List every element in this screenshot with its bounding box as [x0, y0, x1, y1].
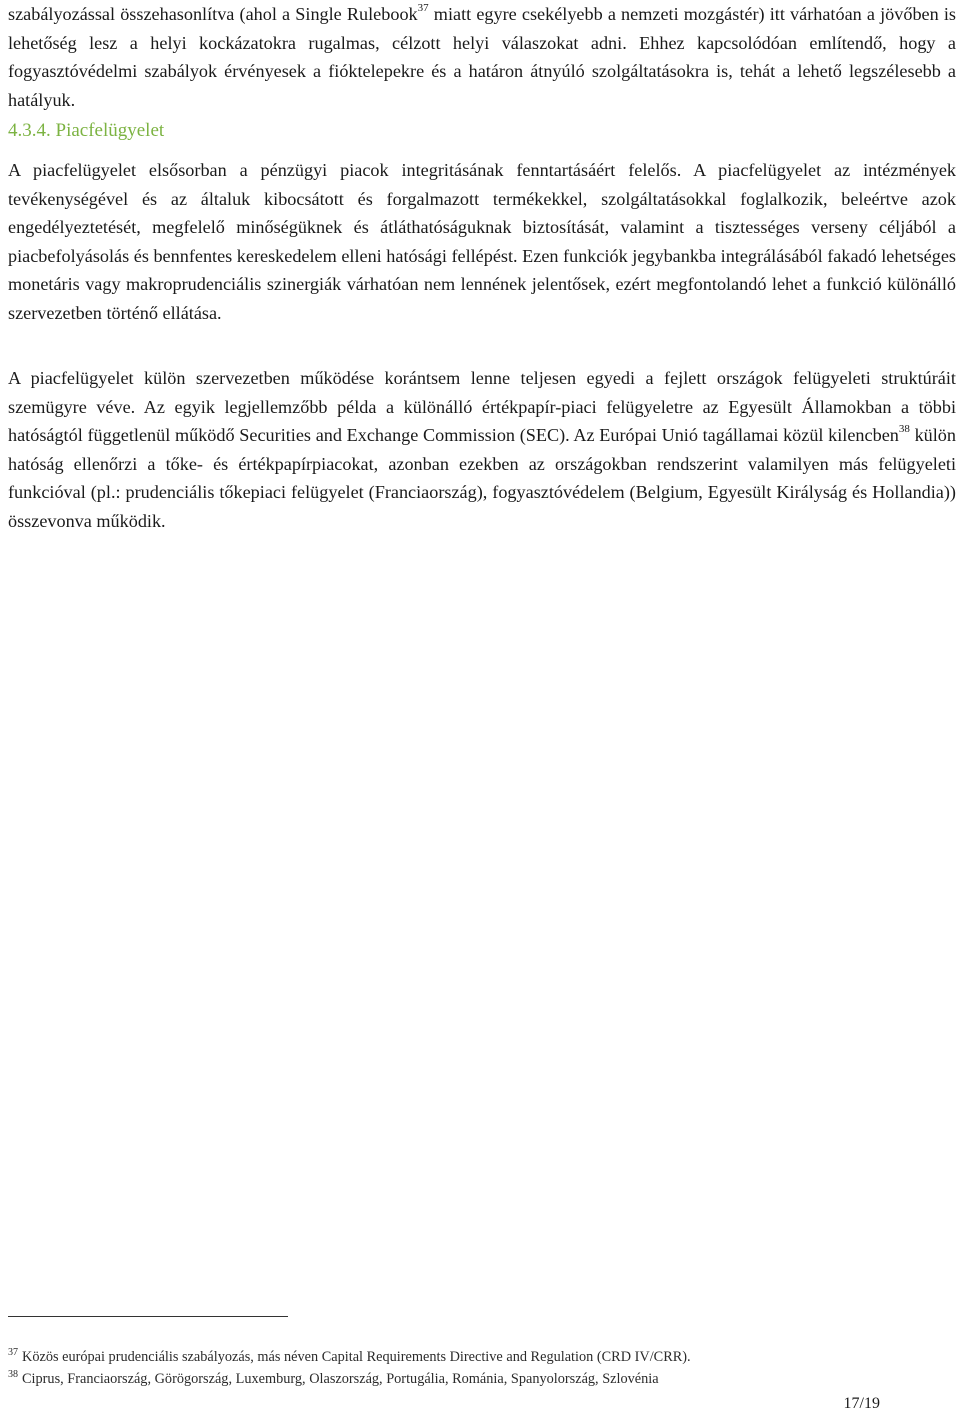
footnote-38	[8, 1368, 956, 1390]
footnote-text: Közös európai prudenciális szabályozás, más néven Capital Requirements Directive and Regulation (CRD IV/CRR).	[22, 1349, 691, 1365]
footnote-ref-37[interactable]: 37	[417, 1, 429, 14]
intro-paragraph	[8, 0, 956, 114]
footnote-text: Ciprus, Franciaország, Görögország, Luxemburg, Olaszország, Portugália, Románia, Spanyolország, Szlovénia	[22, 1371, 659, 1387]
intro-text-b: miatt egyre csekélyebb a nemzeti mozgástér) itt várhatóan a jövőben is lehetőség lesz a helyi kockázatokra rugalmas, célzott helyi válaszokat adni. Ehhez kapcsolódóan említendő, hogy a fogyasztóvédelmi szabályok érvényesek a fióktelepekre és a határon átnyúló szolgáltatásokra is, tehát a lehető legszélesebb a hatályuk.	[8, 4, 957, 110]
para2-text-a: A piacfelügyelet külön szervezetben működése korántsem lenne teljesen egyedi a fejlett országok felügyeleti struktúráit szemügyre véve. Az egyik legjellemzőbb példa a különálló értékpapír-piaci felügyeletre az Egyesült Államokban a többi hatóságtól függetlenül működő Securities and Exchange Commission (SEC). Az Európai Unió tagállamai közül kilencben	[8, 368, 956, 446]
para2-text-b: külön hatóság ellenőrzi a tőke- és értékpapírpiacokat, azonban ezekben az országokban rendszerint valamilyen más felügyeleti funkcióval (pl.: prudenciális tőkepiaci felügyelet (Franciaország), fogyasztóvédelem (Belgium, Egyesült Királyság és Hollandia)) összevonva működik.	[8, 425, 956, 531]
footnote-divider	[8, 1316, 288, 1317]
section-number: 4.3.4.	[8, 120, 51, 141]
footnotes	[8, 1346, 956, 1390]
section-heading	[8, 120, 164, 142]
intro-text-a: szabályozással összehasonlítva (ahol a Single Rulebook	[8, 4, 418, 24]
footnote-number: 38	[8, 1369, 18, 1381]
footnote-37	[8, 1346, 956, 1368]
footnote-number: 37	[8, 1347, 18, 1359]
body-paragraph-2	[8, 364, 956, 536]
section-title: Piacfelügyelet	[55, 120, 165, 141]
footnote-ref-38[interactable]: 38	[898, 423, 910, 436]
page-number: 17/19	[843, 1395, 880, 1412]
body-paragraph-1: A piacfelügyelet elsősorban a pénzügyi piacok integritásának fenntartásáért felelős. A piacfelügyelet az intézmények tevékenységével és az általuk kibocsátott és forgalmazott termékekkel, szolgáltatásokkal foglalkozik, beleértve azok engedélyeztetését, megfelelő minőségüknek és átláthatóságuknak biztosítását, valamint a tisztességes verseny céljából a piacbefolyásolás és bennfentes kereskedelem elleni hatósági fellépést. Ezen funkciók jegybankba integrálásából fakadó lehetséges monetáris vagy makroprudenciális szinergiák várhatóan nem lennének jelentősek, ezért megfontolandó lehet a funkció különálló szervezetben történő ellátása.	[8, 160, 956, 323]
